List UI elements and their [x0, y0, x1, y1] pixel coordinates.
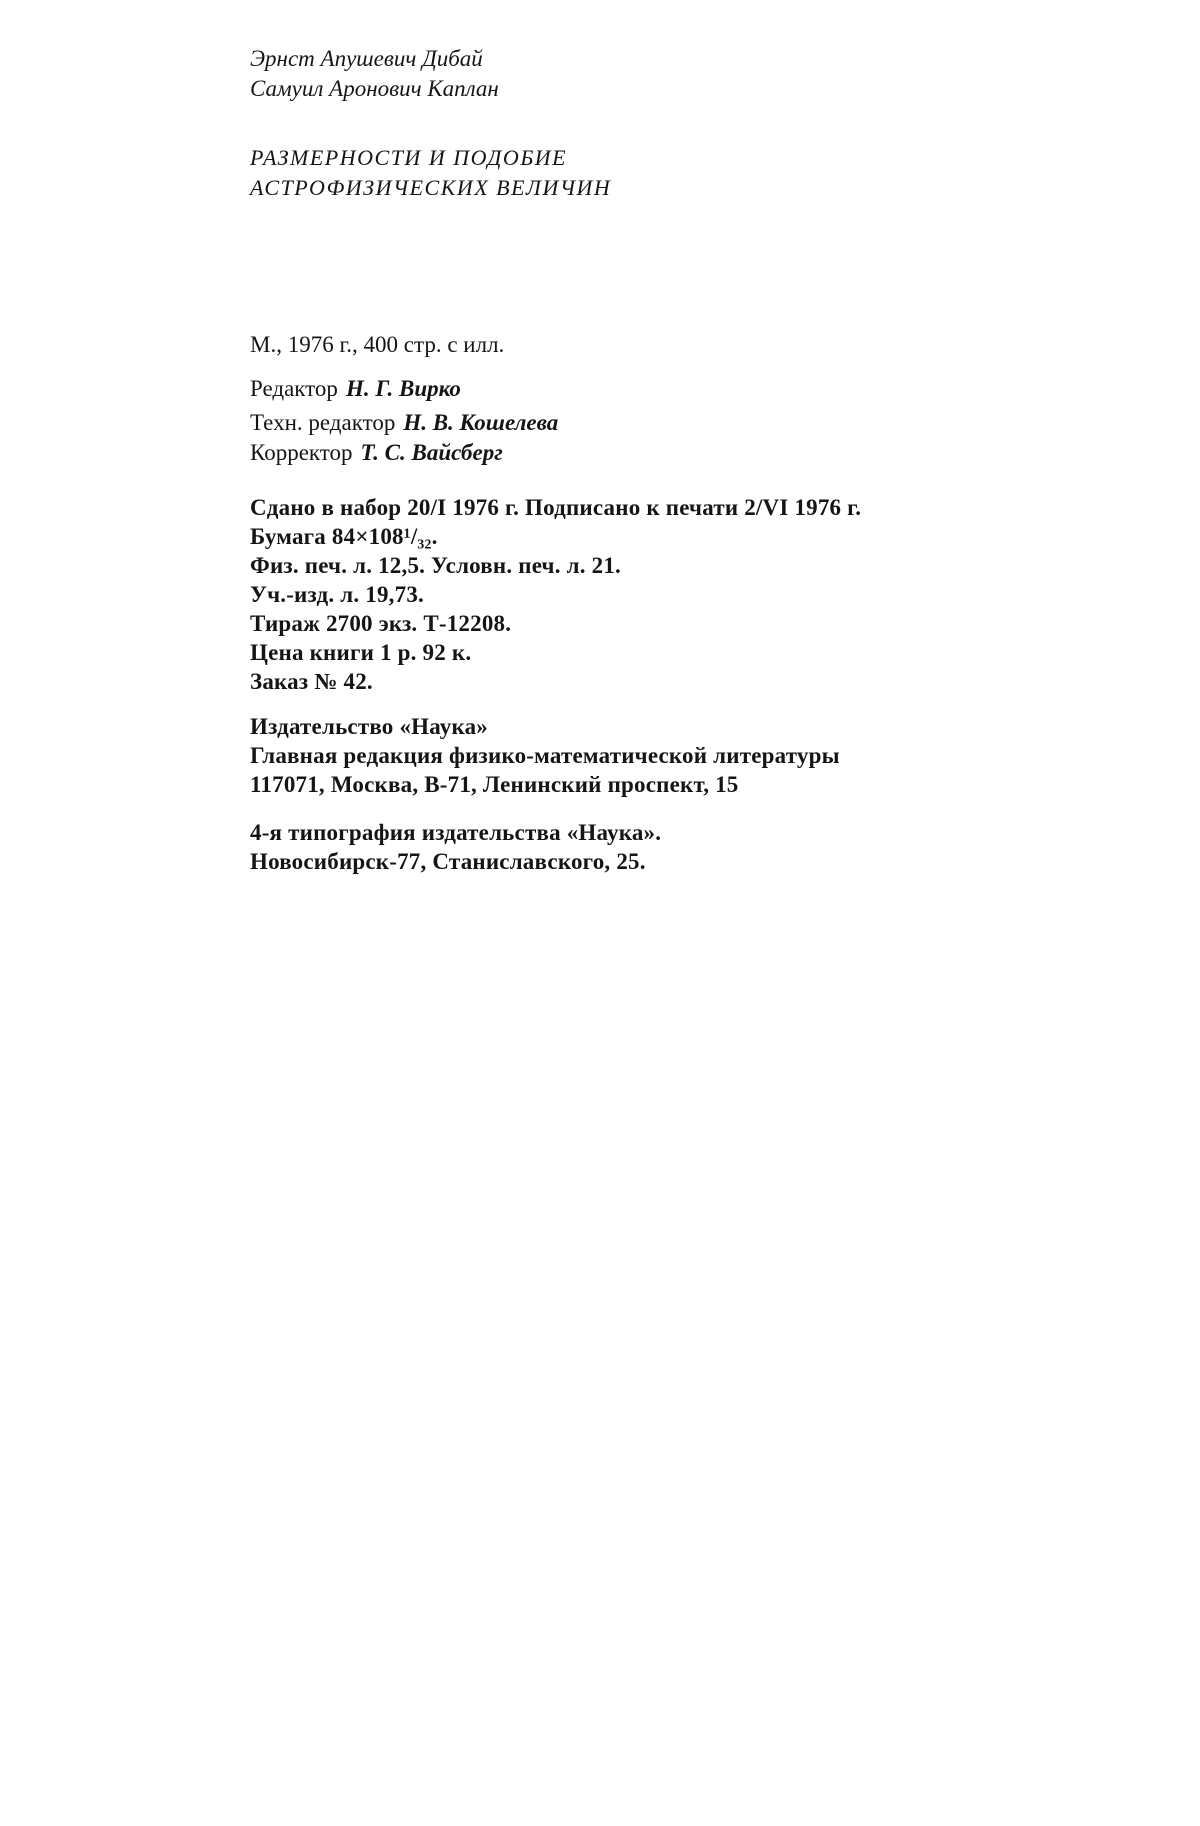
editor-line — [250, 438, 558, 468]
editor-role: Редактор — [250, 376, 338, 401]
publisher-block — [250, 712, 840, 799]
print-detail-line: Уч.-изд. л. 19,73. — [250, 582, 424, 607]
title-line: АСТРОФИЗИЧЕСКИХ ВЕЛИЧИН — [250, 175, 612, 200]
editor-name: Н. В. Кошелева — [403, 410, 559, 435]
title-line: РАЗМЕРНОСТИ И ПОДОБИЕ — [250, 145, 568, 170]
editor-line — [250, 408, 558, 438]
editor-name: Н. Г. Вирко — [345, 376, 461, 401]
print-detail-line: Бумага 84×108¹/₃₂. — [250, 524, 438, 549]
print-detail-line: Физ. печ. л. 12,5. Условн. печ. л. 21. — [250, 553, 621, 578]
author-line: Эрнст Апушевич Дибай — [250, 46, 483, 71]
imprint-line: М., 1976 г., 400 стр. с илл. — [250, 332, 505, 357]
printer-line: 4-я типография издательства «Наука». — [250, 820, 662, 845]
editors-block — [250, 374, 558, 468]
printer-line: Новосибирск-77, Станиславского, 25. — [250, 849, 646, 874]
author-line: Самуил Аронович Каплан — [250, 76, 499, 101]
printer-block — [250, 818, 661, 876]
authors-block — [250, 44, 499, 104]
editor-name: Т. С. Вайсберг — [360, 440, 503, 465]
editor-line — [250, 374, 558, 404]
editor-role: Техн. редактор — [250, 410, 396, 435]
print-details-block — [250, 493, 861, 696]
print-detail-line: Тираж 2700 экз. Т-12208. — [250, 611, 512, 636]
print-detail-line: Сдано в набор 20/I 1976 г. Подписано к печати 2/VI 1976 г. — [250, 495, 862, 520]
editor-role: Корректор — [250, 440, 353, 465]
print-detail-line: Цена книги 1 р. 92 к. — [250, 640, 472, 665]
publisher-line: Главная редакция физико-математической литературы — [250, 743, 840, 768]
book-title — [250, 143, 611, 203]
print-detail-line: Заказ № 42. — [250, 669, 373, 694]
publisher-line: Издательство «Наука» — [250, 714, 488, 739]
publisher-line: 117071, Москва, В-71, Ленинский проспект, 15 — [250, 772, 739, 797]
imprint-block — [250, 330, 504, 360]
